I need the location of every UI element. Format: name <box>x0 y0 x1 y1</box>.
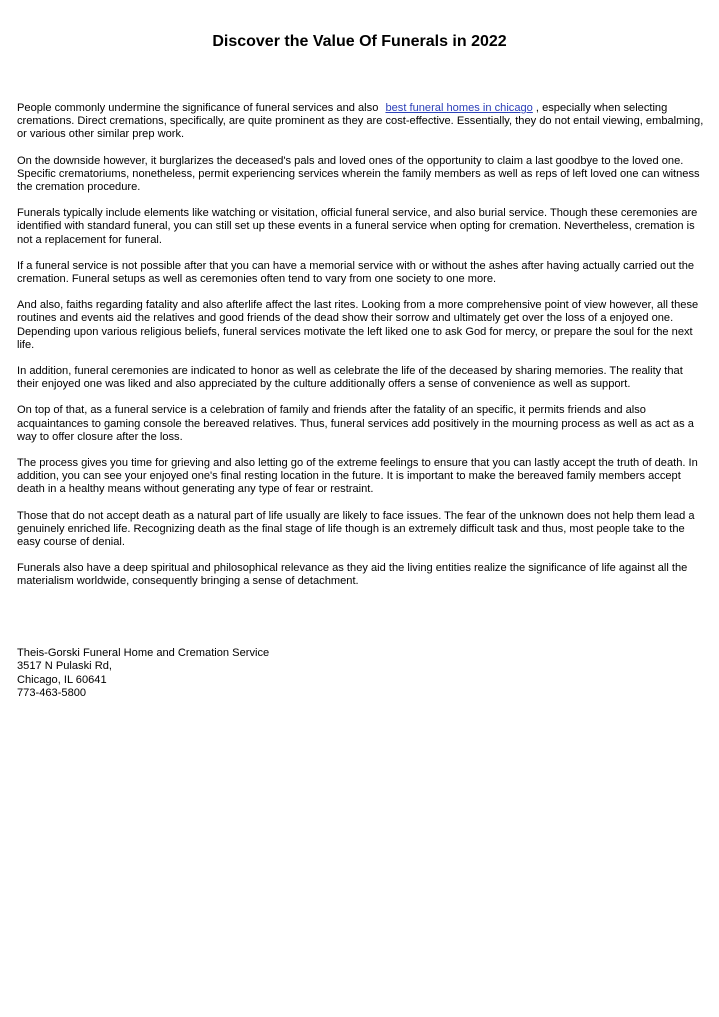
paragraph-7: On top of that, as a funeral service is a celebration of family and friends after the fatality of an specific, it permits friends and also acquaintances to gaming console the bereaved relatives. Thus, funeral services add positively in the mourning process as well as act as a way to offer closure after the loss. <box>17 404 694 443</box>
paragraph-3: Funerals typically include elements like watching or visitation, official funeral service, and also burial service. Though these ceremonies are identified with standard funeral, you can still set up these events in a funeral service when opting for cremation. Nevertheless, cremation is not a replacement for funeral. <box>17 207 698 246</box>
paragraph-6: In addition, funeral ceremonies are indicated to honor as well as celebrate the life of the deceased by sharing memories. The reality that their enjoyed one was liked and also appreciated by the culture additionally offers a sense of convenience as well as support. <box>17 365 683 391</box>
paragraph-9: Those that do not accept death as a natural part of life usually are likely to face issues. The fear of the unknown does not help them lead a genuinely enriched life. Recognizing death as the final stage of life though is an extremely difficult task and thus, most people take to the easy course of denial. <box>17 509 695 549</box>
paragraph-1-text-end: , especially when selecting cremations. Direct cremations, specifically, are quite prominent as they are cost-effective. Essentially, they do not entail viewing, embalming, or various other similar prep work. <box>17 102 704 141</box>
street-address: 3517 N Pulaski Rd, <box>17 660 112 673</box>
article-body <box>17 102 707 602</box>
city-state-zip: Chicago, IL 60641 <box>17 673 107 686</box>
paragraph-1 <box>17 102 707 142</box>
paragraph-10: Funerals also have a deep spiritual and philosophical relevance as they aid the living entities realize the significance of life against all the materialism worldwide, consequently bringing a sense of detachment. <box>17 562 688 588</box>
page-title: Discover the Value Of Funerals in 2022 <box>212 33 507 50</box>
paragraph-2: On the downside however, it burglarizes the deceased's pals and loved ones of the opportunity to claim a last goodbye to the loved one. Specific crematoriums, nonetheless, permit experiencing services wherein the family members as well as reps of left loved one can witness the cremation procedure. <box>17 154 700 194</box>
funeral-homes-link[interactable]: best funeral homes in chicago <box>385 102 533 114</box>
phone-number: 773-463-5800 <box>17 687 87 700</box>
business-address <box>17 647 269 701</box>
business-name: Theis-Gorski Funeral Home and Cremation Service <box>17 647 270 659</box>
paragraph-4: If a funeral service is not possible after that you can have a memorial service with or without the ashes after having actually carried out the cremation. Funeral setups as well as ceremonies often tend to vary from one society to one more. <box>17 259 695 286</box>
paragraph-5: And also, faiths regarding fatality and also afterlife affect the last rites. Looking from a more comprehensive point of view however, all these routines and events aid the relatives and good friends of the dead show their sorrow and ultimately get over the loss of a enjoyed one. Depending upon various religious beliefs, funeral services motivate the left liked one to ask God for mercy, or prepare the soul for the next life. <box>17 299 699 351</box>
paragraph-8: The process gives you time for grieving and also letting go of the extreme feelings to ensure that you can lastly accept the truth of death. In addition, you can see your enjoyed one's final resting location in the future. It is important to make the bereaved family members accept death in a healthy means without generating any type of fear or restraint. <box>17 457 698 496</box>
paragraph-1-text-start: People commonly undermine the significance of funeral services and also <box>17 102 382 114</box>
